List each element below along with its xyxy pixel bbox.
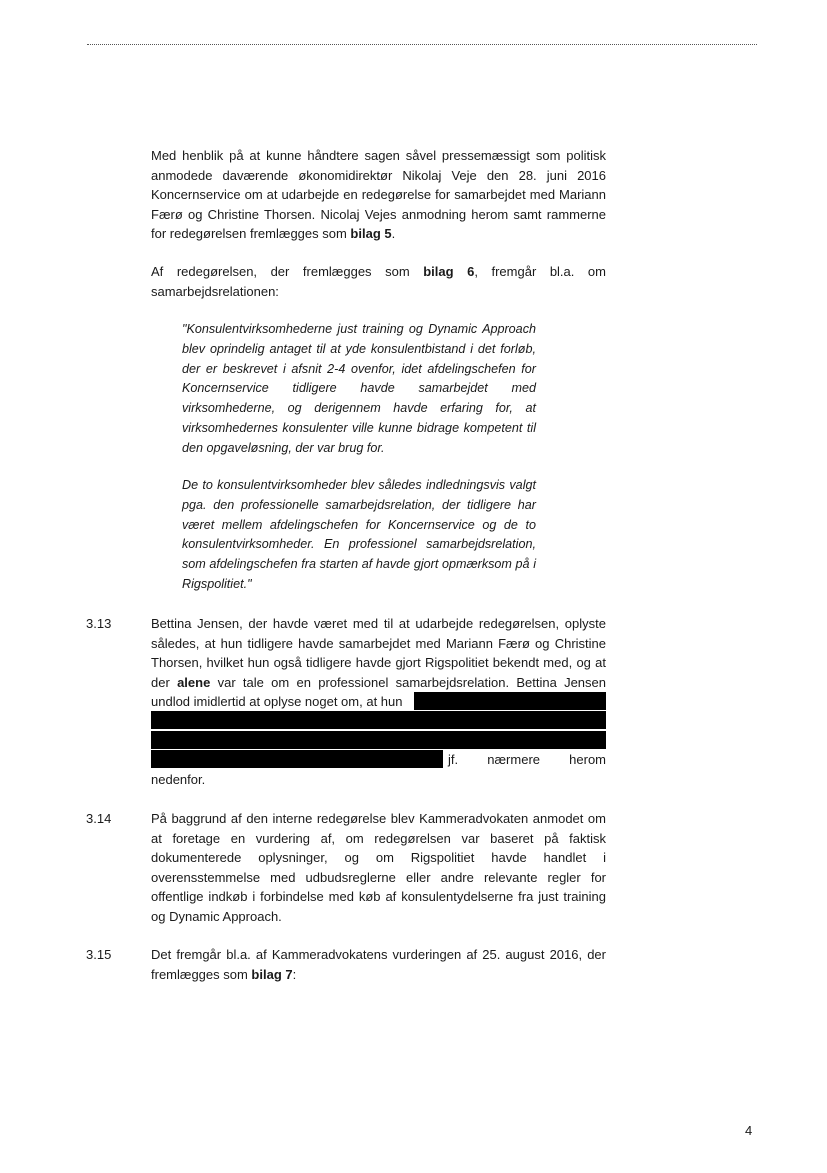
para1-text: Med henblik på at kunne håndtere sagen såvel pressemæssigt som politisk anmodede daværende økonomidirektør Nikolaj Veje den 28. juni 2016 Koncernservice om at udarbejde en redegørelse for samarbejdet med Mariann Færø og Christine Thorsen. Nicolaj Vejes anmodning herom samt rammerne for redegørelsen fremlægges som [151,148,606,241]
s315-text: Det fremgår bl.a. af Kammeradvokatens vurderingen af 25. august 2016, der fremlægges som [151,947,606,982]
redaction-block [151,731,606,749]
bilag-7-ref: bilag 7 [251,966,293,982]
quote-paragraph-1: "Konsulentvirksomhederne just training og Dynamic Approach blev oprindelig antaget til at yde konsulentbistand i det forløb, der er beskrevet i afsnit 2-4 ovenfor, idet afdelingschefen for Koncernservice tidligere havde samarbejdet med virksomhederne, og derigennem havde erfaring for, at virksomhedernes konsulenter ville kunne bidrage kompetent til den opgaveløsning, der var brug for. [182,322,536,455]
redaction-block [151,711,606,729]
section-number-3-14: 3.14 [86,811,112,826]
paragraph-bilag-5 [151,146,606,244]
quote-paragraph-2: De to konsulentvirksomheder blev således indledningsvis valgt pga. den professionelle samarbejdsrelation, der tidligere har været mellem afdelingschefen for Koncernservice og de to konsulentvirksomheder. En professionel samarbejdsrelation, som afdelingschefen fra starten af havde gjort opmærksom på i Rigspolitiet." [182,478,536,591]
section-3-15-text [151,945,606,984]
para2-text: Af redegørelsen, der fremlægges som [151,264,424,279]
section-3-13-tail: jf. nærmere herom nedenfor. [151,752,606,787]
page-number: 4 [745,1123,753,1138]
s315-end: : [292,966,297,982]
alene-emphasis: alene [177,674,211,690]
header-dotted-rule [87,44,757,45]
s313-text: Bettina Jensen, der havde været med til at udarbejde redegørelsen, oplyste således, at hun tidligere havde samarbejdet med Mariann Færø og Christine Thorsen, hvilket hun også tidligere havde gjort Rigspolitiet bekendt med, og at der [151,616,606,690]
redaction-block [414,692,606,710]
bilag-6-ref: bilag 6 [423,264,475,279]
para2-end: , fremgår bl.a. om samarbejdsrelationen: [151,264,606,299]
section-3-14-text: På baggrund af den interne redegørelse blev Kammeradvokaten anmodet om at foretage en vurdering af, om redegørelsen var baseret på faktisk dokumenterede oplysninger, og om Rigspolitiet havde handlet i overensstemmelse med udbudsreglerne eller andre relevante regler for offentlige indkøb i forbindelse med køb af konsulentydelserne fra just training og Dynamic Approach. [151,811,606,924]
section-number-3-13: 3.13 [86,616,112,631]
section-number-3-15: 3.15 [86,947,112,962]
paragraph-bilag-6 [151,262,606,301]
para1-end: . [391,226,396,241]
bilag-5-ref: bilag 5 [350,226,392,241]
s313-text-cont: var tale om en professionel samarbejdsrelation. Bettina Jensen undlod imidlertid at oplyse noget om, at hun [151,674,607,709]
